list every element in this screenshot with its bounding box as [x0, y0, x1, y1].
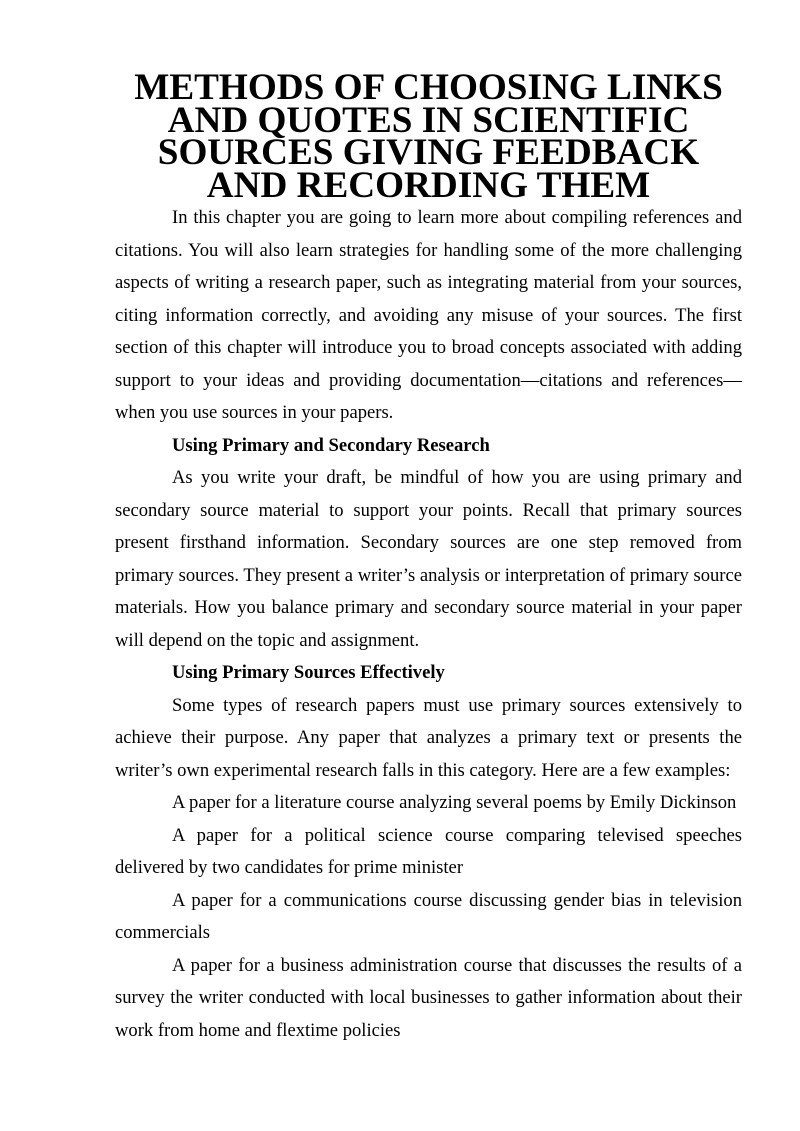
- example-item: A paper for a communications course discussing gender bias in television commercials: [115, 889, 742, 943]
- title-line-1: METHODS OF CHOOSING LINKS AND QUOTES IN SCIENTIFIC: [134, 67, 723, 141]
- example-item: A paper for a political science course comparing televised speeches delivered by two candidates for prime minister: [115, 824, 742, 878]
- document-page: [115, 67, 742, 1047]
- section-paragraph-primary-sources: Some types of research papers must use primary sources extensively to achieve their purpose. Any paper that analyzes a primary text or presents the writer’s own experimental research falls in this category. Here are a few examples:: [115, 694, 742, 781]
- section-heading-primary-secondary: Using Primary and Secondary Research: [172, 434, 490, 456]
- intro-paragraph: In this chapter you are going to learn more about compiling references and citations. You will also learn strategies for handling some of the more challenging aspects of writing a research paper, such as integrating material from your sources, citing information correctly, and avoiding any misuse of your sources. The first section of this chapter will introduce you to broad concepts associated with adding support to your ideas and providing documentation—citations and references—when you use sources in your papers.: [115, 207, 742, 423]
- document-title: [115, 67, 742, 206]
- section-paragraph-primary-secondary: As you write your draft, be mindful of how you are using primary and secondary source material to support your points. Recall that primary sources present firsthand information. Secondary sources are one step removed from primary sources. They present a writer’s analysis or interpretation of primary source materials. How you balance primary and secondary source material in your paper will depend on the topic and assignment.: [115, 467, 742, 651]
- title-line-2: SOURCES GIVING FEEDBACK AND RECORDING THEM: [157, 132, 700, 206]
- section-heading-primary-sources: Using Primary Sources Effectively: [172, 662, 445, 683]
- example-item: A paper for a literature course analyzing several poems by Emily Dickinson: [172, 792, 737, 813]
- example-item: A paper for a business administration course that discusses the results of a survey the writer conducted with local businesses to gather information about their work from home and flextime policies: [115, 954, 742, 1041]
